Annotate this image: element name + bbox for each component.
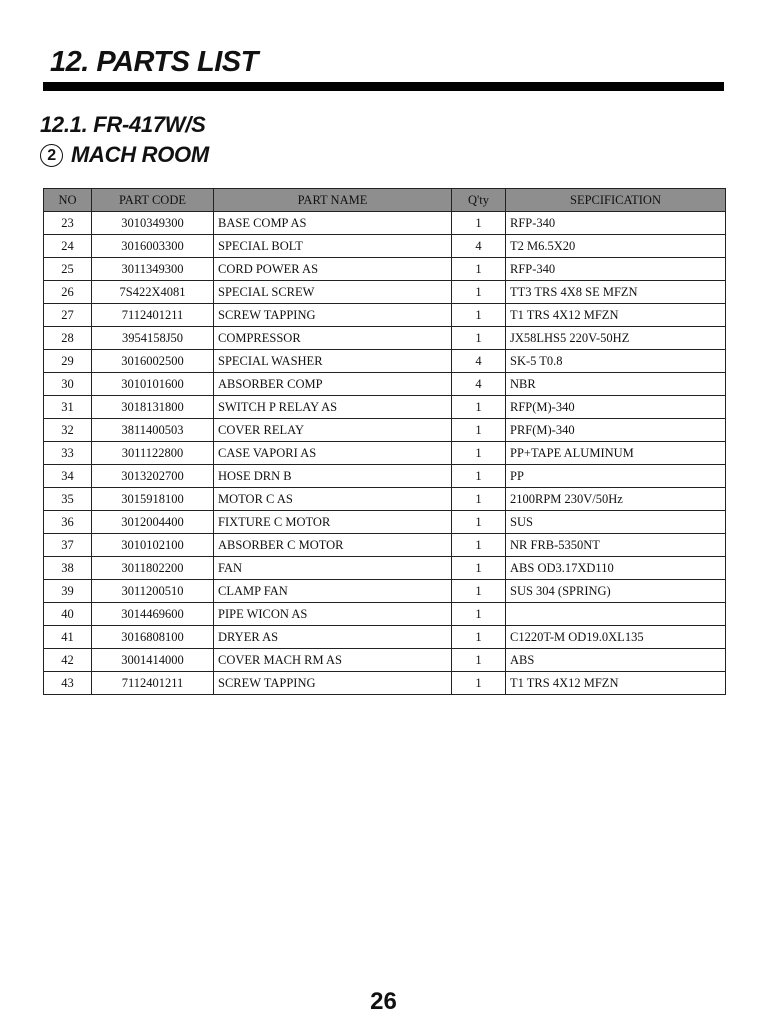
- cell-specification: SUS 304 (SPRING): [506, 580, 726, 603]
- cell-qty: 4: [452, 235, 506, 258]
- cell-part-name: SCREW TAPPING: [214, 672, 452, 695]
- table-row: [44, 350, 726, 373]
- cell-specification: NBR: [506, 373, 726, 396]
- cell-no: 29: [44, 350, 92, 373]
- table-row: [44, 327, 726, 350]
- cell-part-name: CORD POWER AS: [214, 258, 452, 281]
- model-heading: 12.1. FR-417W/S: [40, 112, 206, 137]
- table-row: [44, 442, 726, 465]
- cell-part-name: DRYER AS: [214, 626, 452, 649]
- cell-part-name: SPECIAL SCREW: [214, 281, 452, 304]
- cell-no: 24: [44, 235, 92, 258]
- cell-part-code: 3010102100: [92, 534, 214, 557]
- cell-part-name: SPECIAL BOLT: [214, 235, 452, 258]
- cell-no: 27: [44, 304, 92, 327]
- column-header-part-code: PART CODE: [92, 189, 214, 212]
- column-header-specification: SEPCIFICATION: [506, 189, 726, 212]
- table-row: [44, 235, 726, 258]
- table-row: [44, 557, 726, 580]
- cell-specification: RFP-340: [506, 212, 726, 235]
- cell-specification: SUS: [506, 511, 726, 534]
- table-row: [44, 649, 726, 672]
- table-row: [44, 396, 726, 419]
- cell-qty: 1: [452, 534, 506, 557]
- table-row: [44, 626, 726, 649]
- cell-qty: 1: [452, 626, 506, 649]
- cell-part-name: SPECIAL WASHER: [214, 350, 452, 373]
- table-row: [44, 419, 726, 442]
- cell-part-code: 3016003300: [92, 235, 214, 258]
- cell-no: 41: [44, 626, 92, 649]
- cell-specification: PRF(M)-340: [506, 419, 726, 442]
- cell-qty: 1: [452, 557, 506, 580]
- cell-qty: 1: [452, 649, 506, 672]
- parts-table-body: [44, 212, 726, 695]
- cell-no: 40: [44, 603, 92, 626]
- cell-part-code: 3013202700: [92, 465, 214, 488]
- cell-part-name: CLAMP FAN: [214, 580, 452, 603]
- cell-qty: 1: [452, 304, 506, 327]
- section-number-badge: 2: [40, 144, 63, 167]
- column-header-qty: Q'ty: [452, 189, 506, 212]
- cell-part-code: 7112401211: [92, 304, 214, 327]
- cell-part-name: CASE VAPORI AS: [214, 442, 452, 465]
- cell-specification: NR FRB-5350NT: [506, 534, 726, 557]
- cell-qty: 1: [452, 465, 506, 488]
- cell-part-code: 3016808100: [92, 626, 214, 649]
- cell-no: 26: [44, 281, 92, 304]
- table-row: [44, 465, 726, 488]
- cell-no: 32: [44, 419, 92, 442]
- cell-specification: PP+TAPE ALUMINUM: [506, 442, 726, 465]
- cell-specification: T2 M6.5X20: [506, 235, 726, 258]
- cell-specification: C1220T-M OD19.0XL135: [506, 626, 726, 649]
- cell-part-name: ABSORBER C MOTOR: [214, 534, 452, 557]
- cell-qty: 1: [452, 603, 506, 626]
- cell-part-name: COMPRESSOR: [214, 327, 452, 350]
- cell-no: 35: [44, 488, 92, 511]
- cell-specification: T1 TRS 4X12 MFZN: [506, 672, 726, 695]
- page-number: 26: [370, 988, 397, 1015]
- cell-specification: TT3 TRS 4X8 SE MFZN: [506, 281, 726, 304]
- cell-no: 31: [44, 396, 92, 419]
- table-row: [44, 672, 726, 695]
- cell-specification: RFP(M)-340: [506, 396, 726, 419]
- cell-part-code: 3015918100: [92, 488, 214, 511]
- cell-part-code: 3011122800: [92, 442, 214, 465]
- cell-no: 30: [44, 373, 92, 396]
- cell-no: 38: [44, 557, 92, 580]
- cell-part-code: 3011802200: [92, 557, 214, 580]
- parts-table: [43, 188, 726, 695]
- cell-qty: 1: [452, 281, 506, 304]
- table-row: [44, 212, 726, 235]
- table-row: [44, 511, 726, 534]
- table-row: [44, 580, 726, 603]
- table-row: [44, 258, 726, 281]
- cell-part-code: 7112401211: [92, 672, 214, 695]
- cell-part-code: 7S422X4081: [92, 281, 214, 304]
- cell-qty: 1: [452, 511, 506, 534]
- table-row: [44, 304, 726, 327]
- table-row: [44, 534, 726, 557]
- cell-qty: 1: [452, 212, 506, 235]
- cell-qty: 4: [452, 373, 506, 396]
- cell-part-name: ABSORBER COMP: [214, 373, 452, 396]
- cell-part-name: BASE COMP AS: [214, 212, 452, 235]
- cell-no: 37: [44, 534, 92, 557]
- cell-no: 33: [44, 442, 92, 465]
- table-row: [44, 373, 726, 396]
- cell-part-name: SCREW TAPPING: [214, 304, 452, 327]
- column-header-part-name: PART NAME: [214, 189, 452, 212]
- cell-specification: 2100RPM 230V/50Hz: [506, 488, 726, 511]
- cell-no: 42: [44, 649, 92, 672]
- section-title: MACH ROOM: [71, 142, 209, 167]
- section-heading: [40, 141, 209, 169]
- table-row: [44, 603, 726, 626]
- cell-part-name: HOSE DRN B: [214, 465, 452, 488]
- column-header-no: NO: [44, 189, 92, 212]
- cell-qty: 1: [452, 327, 506, 350]
- cell-no: 39: [44, 580, 92, 603]
- cell-specification: T1 TRS 4X12 MFZN: [506, 304, 726, 327]
- cell-part-code: 3011349300: [92, 258, 214, 281]
- cell-no: 25: [44, 258, 92, 281]
- cell-no: 36: [44, 511, 92, 534]
- cell-part-name: FIXTURE C MOTOR: [214, 511, 452, 534]
- cell-part-name: COVER MACH RM AS: [214, 649, 452, 672]
- cell-specification: SK-5 T0.8: [506, 350, 726, 373]
- cell-qty: 1: [452, 488, 506, 511]
- cell-part-name: COVER RELAY: [214, 419, 452, 442]
- table-header-row: [44, 189, 726, 212]
- cell-specification: JX58LHS5 220V-50HZ: [506, 327, 726, 350]
- table-row: [44, 281, 726, 304]
- cell-qty: 1: [452, 396, 506, 419]
- cell-part-code: 3011200510: [92, 580, 214, 603]
- cell-specification: PP: [506, 465, 726, 488]
- cell-part-name: PIPE WICON AS: [214, 603, 452, 626]
- cell-qty: 1: [452, 442, 506, 465]
- cell-part-code: 3016002500: [92, 350, 214, 373]
- cell-part-code: 3018131800: [92, 396, 214, 419]
- cell-part-code: 3014469600: [92, 603, 214, 626]
- cell-part-code: 3001414000: [92, 649, 214, 672]
- cell-part-code: 3811400503: [92, 419, 214, 442]
- cell-no: 43: [44, 672, 92, 695]
- cell-qty: 1: [452, 258, 506, 281]
- cell-specification: [506, 603, 726, 626]
- page-title: 12. PARTS LIST: [50, 46, 258, 78]
- cell-part-code: 3010349300: [92, 212, 214, 235]
- cell-qty: 1: [452, 419, 506, 442]
- title-rule: [43, 82, 724, 91]
- cell-no: 23: [44, 212, 92, 235]
- cell-specification: RFP-340: [506, 258, 726, 281]
- cell-part-code: 3010101600: [92, 373, 214, 396]
- cell-part-name: FAN: [214, 557, 452, 580]
- cell-specification: ABS: [506, 649, 726, 672]
- cell-specification: ABS OD3.17XD110: [506, 557, 726, 580]
- cell-part-name: SWITCH P RELAY AS: [214, 396, 452, 419]
- cell-no: 34: [44, 465, 92, 488]
- cell-qty: 4: [452, 350, 506, 373]
- cell-qty: 1: [452, 580, 506, 603]
- cell-no: 28: [44, 327, 92, 350]
- cell-qty: 1: [452, 672, 506, 695]
- table-row: [44, 488, 726, 511]
- cell-part-code: 3954158J50: [92, 327, 214, 350]
- cell-part-name: MOTOR C AS: [214, 488, 452, 511]
- cell-part-code: 3012004400: [92, 511, 214, 534]
